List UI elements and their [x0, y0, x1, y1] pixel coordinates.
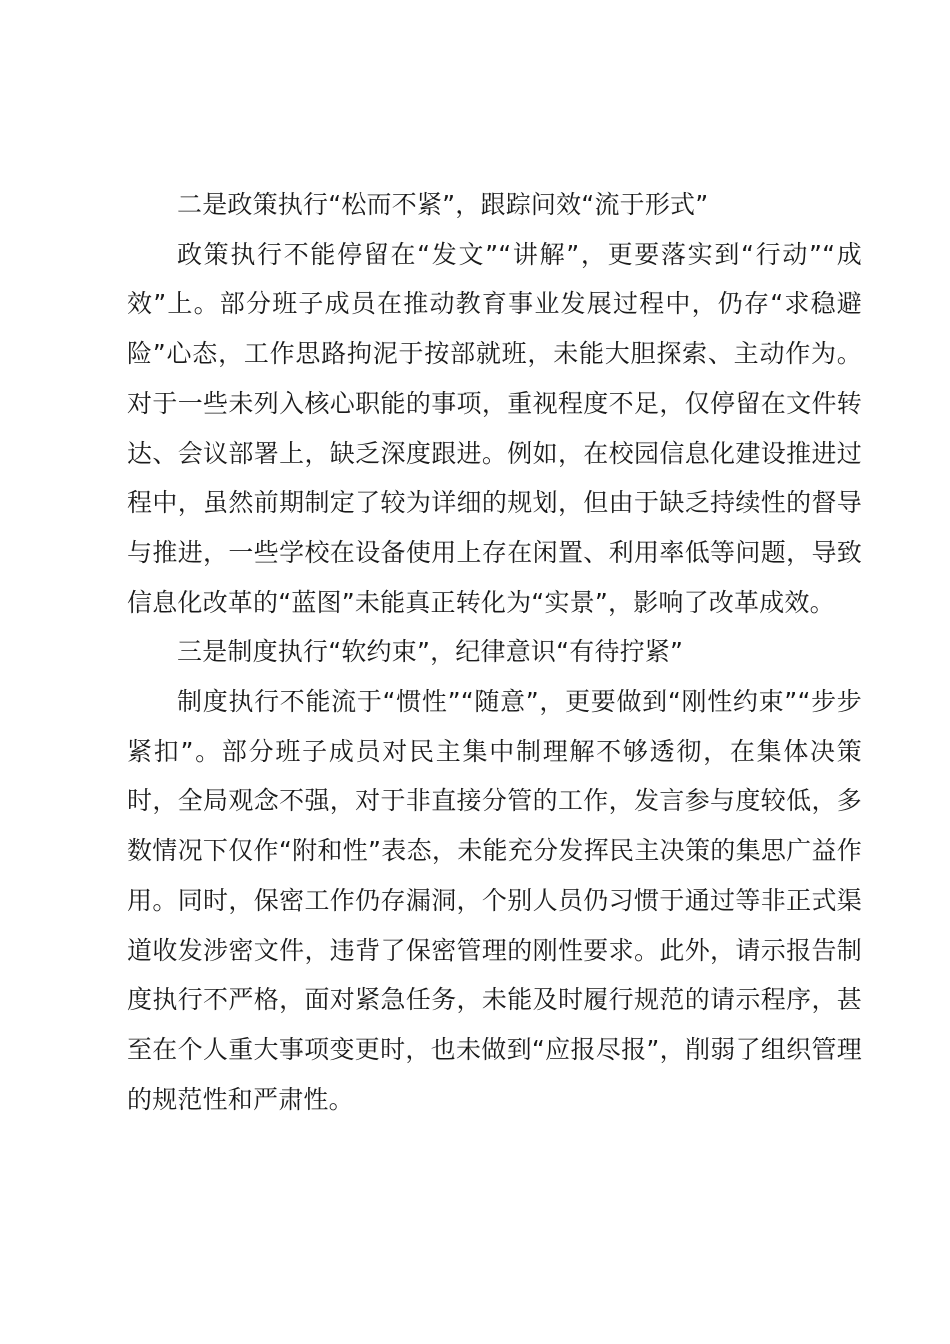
- section-heading-3: 三是制度执行“软约束”，纪律意识“有待拧紧”: [177, 637, 684, 667]
- section-paragraph-3: 制度执行不能流于“惯性”“随意”，更要做到“刚性约束”“步步紧扣”。部分班子成员对民主集中制理解不够透彻，在集体决策时，全局观念不强，对于非直接分管的工作，发言参与度较低，多数情况下仅作“附和性”表态，未能充分发挥民主决策的集思广益作用。同时，保密工作仍存漏洞，个别人员仍习惯于通过等非正式渠道收发涉密文件，违背了保密管理的刚性要求。此外，请示报告制度执行不严格，面对紧急任务，未能及时履行规范的请示程序，甚至在个人重大事项变更时，也未做到“应报尽报”，削弱了组织管理的规范性和严肃性。: [127, 687, 862, 1114]
- document-body: [127, 180, 862, 1124]
- section-heading-2: 二是政策执行“松而不紧”，跟踪问效“流于形式”: [177, 190, 709, 219]
- section-paragraph-2: 政策执行不能停留在“发文”“讲解”，更要落实到“行动”“成效”上。部分班子成员在推动教育事业发展过程中，仍存“求稳避险”心态，工作思路拘泥于按部就班，未能大胆探索、主动作为。对于一些未列入核心职能的事项，重视程度不足，仅停留在文件转达、会议部署上，缺乏深度跟进。例如，在校园信息化建设推进过程中，虽然前期制定了较为详细的规划，但由于缺乏持续性的督导与推进，一些学校在设备使用上存在闲置、利用率低等问题，导致信息化改革的“蓝图”未能真正转化为“实景”，影响了改革成效。: [127, 239, 862, 617]
